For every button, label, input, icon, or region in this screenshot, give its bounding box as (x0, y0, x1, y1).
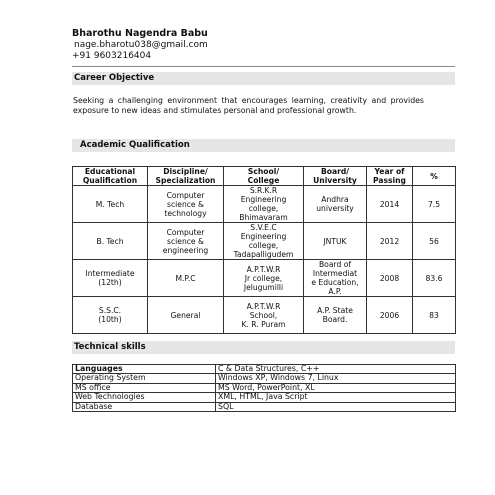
cell-board: Andhra university (304, 186, 367, 223)
cell-qualification: Intermediate (12th) (73, 260, 148, 297)
phone-number: +91 9603216404 (72, 51, 152, 61)
cell-school: S.R.K.R Engineering college, Bhimavaram (224, 186, 304, 223)
skill-label: MS office (73, 383, 216, 392)
table-row (73, 186, 456, 223)
email-address: nage.bharotu038@gmail.com (74, 40, 208, 50)
skill-label: Web Technologies (73, 393, 216, 402)
col-header-board: Board/ University (304, 167, 367, 186)
cell-discipline: General (148, 297, 224, 334)
cell-school: A.P.T.W.R School, K. R. Puram (224, 297, 304, 334)
cell-qualification: S.S.C. (10th) (73, 297, 148, 334)
cell-qualification: B. Tech (73, 223, 148, 260)
skill-label: Languages (73, 365, 216, 374)
academic-table-header (73, 167, 456, 186)
cell-percent: 7.5 (413, 186, 456, 223)
skill-value: XML, HTML, Java Script (216, 393, 456, 402)
cell-discipline: Computer science & technology (148, 186, 224, 223)
header-divider (72, 66, 455, 67)
academic-table (72, 166, 456, 334)
table-row (73, 374, 456, 383)
academic-qualification-heading: Academic Qualification (72, 139, 455, 152)
table-row (73, 393, 456, 402)
cell-percent: 83.6 (413, 260, 456, 297)
table-row (73, 260, 456, 297)
cell-percent: 83 (413, 297, 456, 334)
cell-board: Board of Intermediat e Education, A.P. (304, 260, 367, 297)
cell-year: 2012 (367, 223, 413, 260)
cell-year: 2008 (367, 260, 413, 297)
table-row (73, 223, 456, 260)
col-header-school: School/ College (224, 167, 304, 186)
cell-qualification: M. Tech (73, 186, 148, 223)
cell-board: A.P. State Board. (304, 297, 367, 334)
skill-label: Database (73, 402, 216, 411)
col-header-percent: % (413, 167, 456, 186)
skill-value: MS Word, PowerPoint, XL (216, 383, 456, 392)
cell-school: A.P.T.W.R Jr college, Jelugumilli (224, 260, 304, 297)
skill-value: Windows XP, Windows 7, Linux (216, 374, 456, 383)
cell-board: JNTUK (304, 223, 367, 260)
col-header-qualification: Educational Qualification (73, 167, 148, 186)
skill-value: SQL (216, 402, 456, 411)
technical-skills-table (72, 364, 456, 412)
career-objective-text: Seeking a challenging environment that encourages learning, creativity and provides exposure to new ideas and stimulates personal and professional growth. (73, 96, 424, 115)
skill-value: C & Data Structures, C++ (216, 365, 456, 374)
career-objective-heading: Career Objective (72, 72, 455, 85)
col-header-discipline: Discipline/ Specialization (148, 167, 224, 186)
cell-percent: 56 (413, 223, 456, 260)
cell-school: S.V.E.C Engineering college, Tadapalligudem (224, 223, 304, 260)
cell-discipline: M.P.C (148, 260, 224, 297)
cell-year: 2014 (367, 186, 413, 223)
col-header-year: Year of Passing (367, 167, 413, 186)
skill-label: Operating System (73, 374, 216, 383)
candidate-name: Bharothu Nagendra Babu (72, 28, 208, 39)
table-row (73, 402, 456, 411)
cell-discipline: Computer science & engineering (148, 223, 224, 260)
table-row (73, 297, 456, 334)
cell-year: 2006 (367, 297, 413, 334)
technical-skills-heading: Technical skills (72, 341, 455, 354)
